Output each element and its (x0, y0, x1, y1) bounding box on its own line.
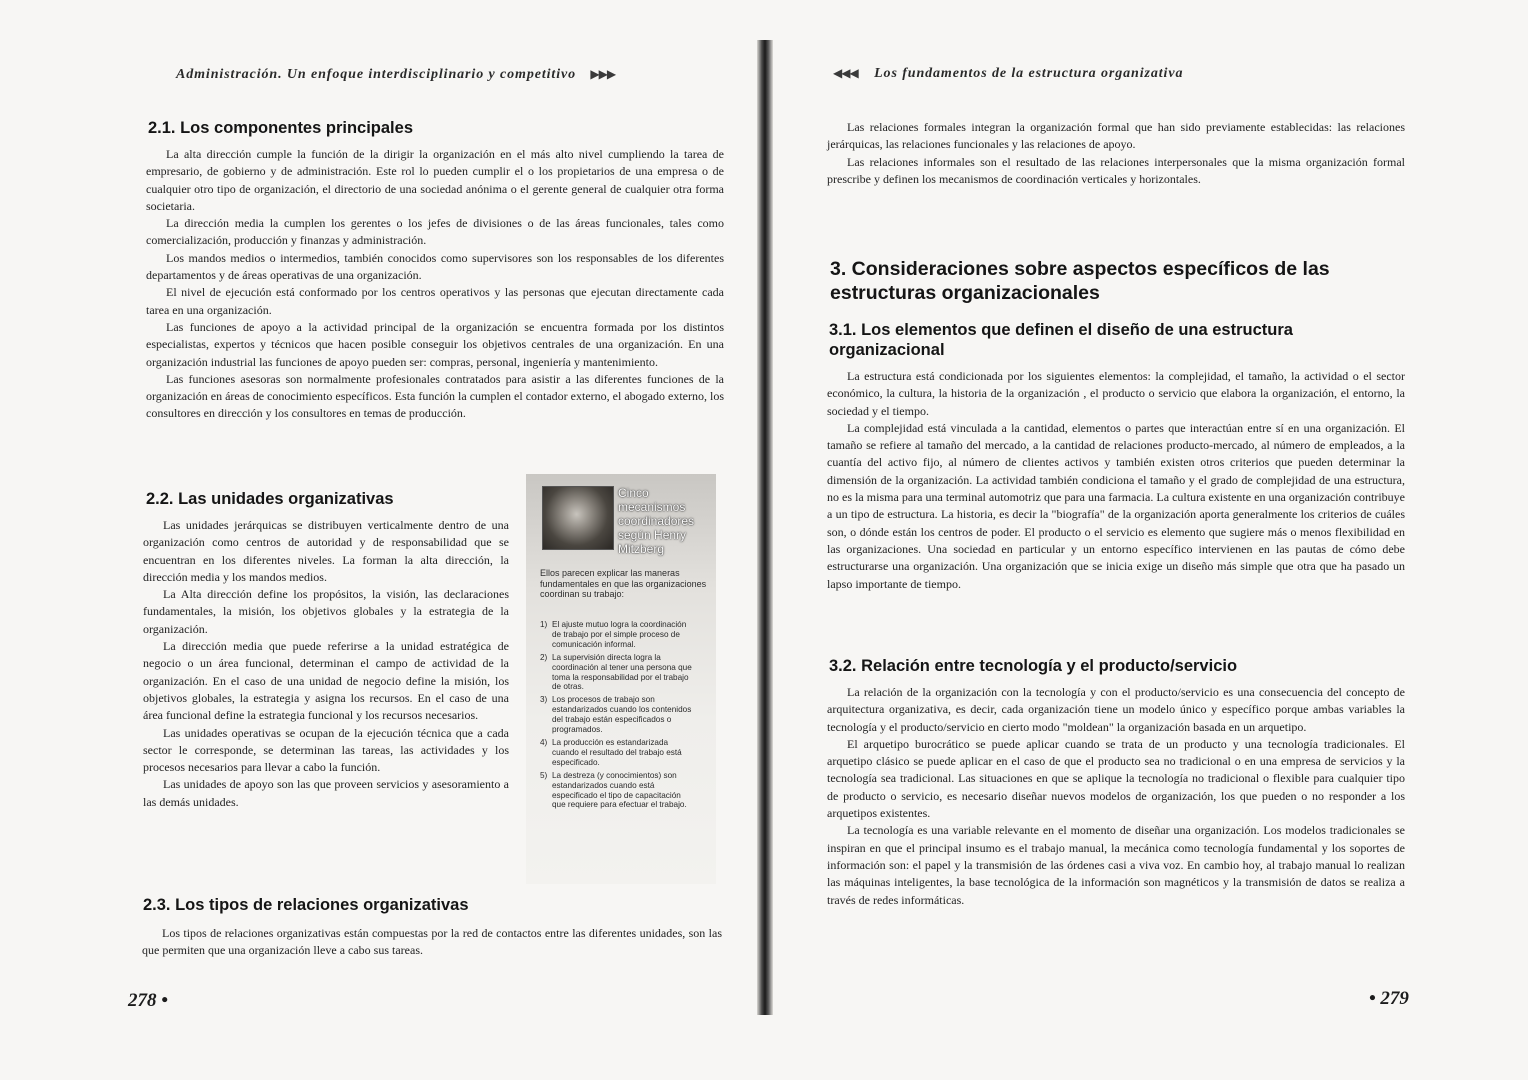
section-3-2-body (827, 684, 1405, 909)
intro-body (827, 119, 1405, 188)
sidebar-title: Cinco mecanismos coordinadores según Henry Mitzberg (618, 486, 695, 556)
list-item (540, 620, 712, 650)
list-item (540, 653, 712, 693)
sidebar-intro: Ellos parecen explicar las maneras fundamentales en que las organizaciones coordinan su trabajo: (540, 568, 707, 599)
section-2-2-body (143, 517, 509, 811)
section-2-1-heading: 2.1. Los componentes principales (148, 119, 413, 137)
right-page-number: • 279 (1369, 988, 1409, 1009)
paragraph: La tecnología es una variable relevante en el momento de diseñar una organización. Los modelos tradicionales se inspiran en que el principal insumo es el trabajo manual, la mecánica como tecnología fundamental y los soportes de información son: el papel y la transmisión de las órdenes casi a viva voz. En cambio hoy, al trabajo manual lo realizan las máquinas inteligentes, la base tecnológica de la información son magnéticos y la transmisión de datos se realiza a través de redes informáticas. (827, 823, 1405, 907)
paragraph: La alta dirección cumple la función de la dirigir la organización en el más alto nivel cumpliendo la tarea de empresario, de gobierno y de administración. Este rol lo pueden cumplir el o los propietarios de una empresa o de cualquier otro tipo de organización, el directorio de una sociedad anónima o el gerente general de cualquier otra forma societaria. (146, 147, 724, 213)
item-number: 3) (540, 695, 548, 705)
section-3-1-heading: 3.1. Los elementos que definen el diseño de una estructura organizacional (829, 321, 1293, 359)
section-3-2-heading: 3.2. Relación entre tecnología y el producto/servicio (829, 657, 1238, 675)
item-number: 4) (540, 737, 548, 747)
left-page-number: 278 • (128, 990, 168, 1011)
section-2-1-body (146, 146, 724, 423)
paragraph: Los tipos de relaciones organizativas están compuestas por la red de contactos entre las diferentes unidades, son las que permiten que una organización lleve a cabo sus tareas. (142, 926, 722, 958)
paragraph: Las unidades operativas se ocupan de la ejecución técnica que a cada sector le corresponde, se determinan las tareas, las actividades y los procesos necesarios para llevar a cabo la función. (143, 725, 509, 775)
list-item (540, 738, 712, 768)
paragraph: La relación de la organización con la tecnología y con el producto/servicio es una consecuencia del concepto de arquitectura organizativa, es decir, cada organización tiene un modelo único y específico porque ambas variables la tecnología y el producto/servicio en cierto modo "moldean" la organización basada en un arquetipo. (827, 685, 1405, 734)
item-number: 5) (540, 770, 548, 780)
right-page (773, 0, 1528, 1080)
left-running-head-text: Administración. Un enfoque interdisciplinario y competitivo (176, 67, 577, 82)
section-2-3-heading: 2.3. Los tipos de relaciones organizativas (143, 896, 469, 914)
paragraph: Las funciones de apoyo a la actividad principal de la organización se encuentra formada por los distintos especialistas, expertos y técnicos que hacen posible conseguir los objetivos centrales de una organización. En una organización industrial las funciones de apoyo pueden ser: compras, personal, ingeniería y mantenimiento. (146, 319, 724, 369)
paragraph: La dirección media la cumplen los gerentes o los jefes de divisiones o de las áreas funcionales, tales como comercialización, producción y finanzas y administración. (146, 216, 724, 248)
paragraph: El nivel de ejecución está conformado por los centros operativos y las personas que ejecutan directamente cada tarea en una organización. (146, 285, 724, 317)
paragraph: La complejidad está vinculada a la cantidad, elementos o partes que interactúan entre sí en una organización. El tamaño se refiere al tamaño del mercado, a la cantidad de relaciones producto-mercado, al número de empleados, a la cuantía del activo fijo, al número de clientes activos y también existen otros criterios que pueden determinar la dimensión de la organización. La actividad también condiciona el tamaño y el grado de complejidad de una estructura, no es la misma para una terminal automotriz que para una farmacia. La cultura existente en una organización contribuye a un tipo de estructura. La historia, es decir la "biografía" de la organización aporta generalmente los criterios de cuáles son, o dónde están los centros de poder. El producto o el servicio es elemento que sugiere más o menos flexibilidad en las organizaciones. Una sociedad en particular y un entorno específico intervienen en las pautas de cómo debe estructurarse una organización. Una organización que se inicia exige un diseño más simple que otra que ha pasado un lapso importante de tiempo. (827, 420, 1405, 591)
paragraph: La dirección media que puede referirse a la unidad estratégica de negocio o un área funcional, determinan el campo de actividad de la organización. En el caso de una unidad de negocio define la misión, los objetivos globales, la estrategia y asigna los recursos. En el caso de una área funcional define la estrategia funcional y los recursos necesarios. (143, 639, 509, 723)
item-text: El ajuste mutuo logra la coordinación de trabajo por el simple proceso de comunicación informal. (552, 620, 687, 649)
sidebar-list (540, 620, 712, 813)
left-running-head (176, 67, 615, 83)
list-item (540, 695, 712, 735)
paragraph: El arquetipo burocrático se puede aplicar cuando se trata de un producto y una tecnología tradicionales. El arquetipo clásico se puede aplicar en el caso de que el producto sea no tradicional o en una empresa de servicios y la tecnología sea tradicional. Las situaciones en que se aplique la tecnología no tradicional o flexible para cualquier tipo de producto o servicio, es necesario diseñar nuevos modelos de organización, los que pueden o no responder a los arquetipos existentes. (827, 736, 1405, 821)
book-gutter (757, 40, 773, 1015)
left-page (0, 0, 757, 1080)
paragraph: Los mandos medios o intermedios, también conocidos como supervisores son los responsables de los diferentes departamentos y de áreas operativas de una organización. (146, 250, 724, 283)
mintzberg-sidebar (526, 474, 716, 884)
item-text: La destreza (y conocimientos) son estandarizados cuando está especificado el tipo de capacitación que requiere para efectuar el trabajo. (552, 770, 687, 810)
paragraph: Las unidades de apoyo son las que proveen servicios y asesoramiento a las demás unidades. (143, 777, 509, 809)
paragraph: La Alta dirección define los propósitos, la visión, las declaraciones fundamentales, la misión, los objetivos globales y la estrategia de la organización. (143, 587, 509, 636)
section-2-3-body (142, 925, 722, 960)
item-number: 2) (540, 652, 548, 662)
paragraph: Las relaciones formales integran la organización formal que han sido previamente establecidas: las relaciones jerárquicas, las relaciones funcionales y las relaciones de apoyo. (827, 120, 1405, 152)
right-running-head-text: Los fundamentos de la estructura organizativa (874, 66, 1184, 81)
left-arrows-icon: ◀◀◀ (833, 66, 858, 80)
item-text: La producción es estandarizada cuando el resultado del trabajo está especificado. (552, 737, 682, 767)
section-3-heading: 3. Consideraciones sobre aspectos específicos de las estructuras organizacionales (830, 258, 1330, 304)
paragraph: La estructura está condicionada por los siguientes elementos: la complejidad, el tamaño, la actividad o el sector económico, la cultura, la historia de la organización , el producto o servicio que elabora la organización, el entorno, la sociedad y el tiempo. (827, 369, 1405, 418)
portrait-photo (542, 486, 614, 550)
section-2-2-heading: 2.2. Las unidades organizativas (146, 490, 394, 508)
item-text: Los procesos de trabajo son estandarizados cuando los contenidos del trabajo están especificados o programados. (552, 695, 692, 735)
item-number: 1) (540, 620, 548, 629)
list-item (540, 771, 712, 811)
item-text: La supervisión directa logra la coordinación al tener una persona que toma la responsabilidad por el trabajo de otras. (552, 652, 692, 692)
paragraph: Las relaciones informales son el resultado de las relaciones interpersonales que la misma organización formal prescribe y definen los mecanismos de coordinación verticales y horizontales. (827, 154, 1405, 186)
section-3-1-body (827, 368, 1405, 593)
right-arrows-icon: ▶▶▶ (590, 67, 616, 81)
right-running-head (833, 66, 1183, 82)
paragraph: Las unidades jerárquicas se distribuyen verticalmente dentro de una organización como centros de autoridad y de responsabilidad que se encuentran en los diferentes niveles. La forman la alta dirección, la dirección media y los mandos medios. (143, 518, 509, 584)
paragraph: Las funciones asesoras son normalmente profesionales contratados para asistir a las diferentes funciones de la organización en áreas de conocimiento específicos. Esta función la cumplen el contador externo, el abogado externo, los consultores en dirección y los consultores en temas de producción. (146, 371, 724, 421)
